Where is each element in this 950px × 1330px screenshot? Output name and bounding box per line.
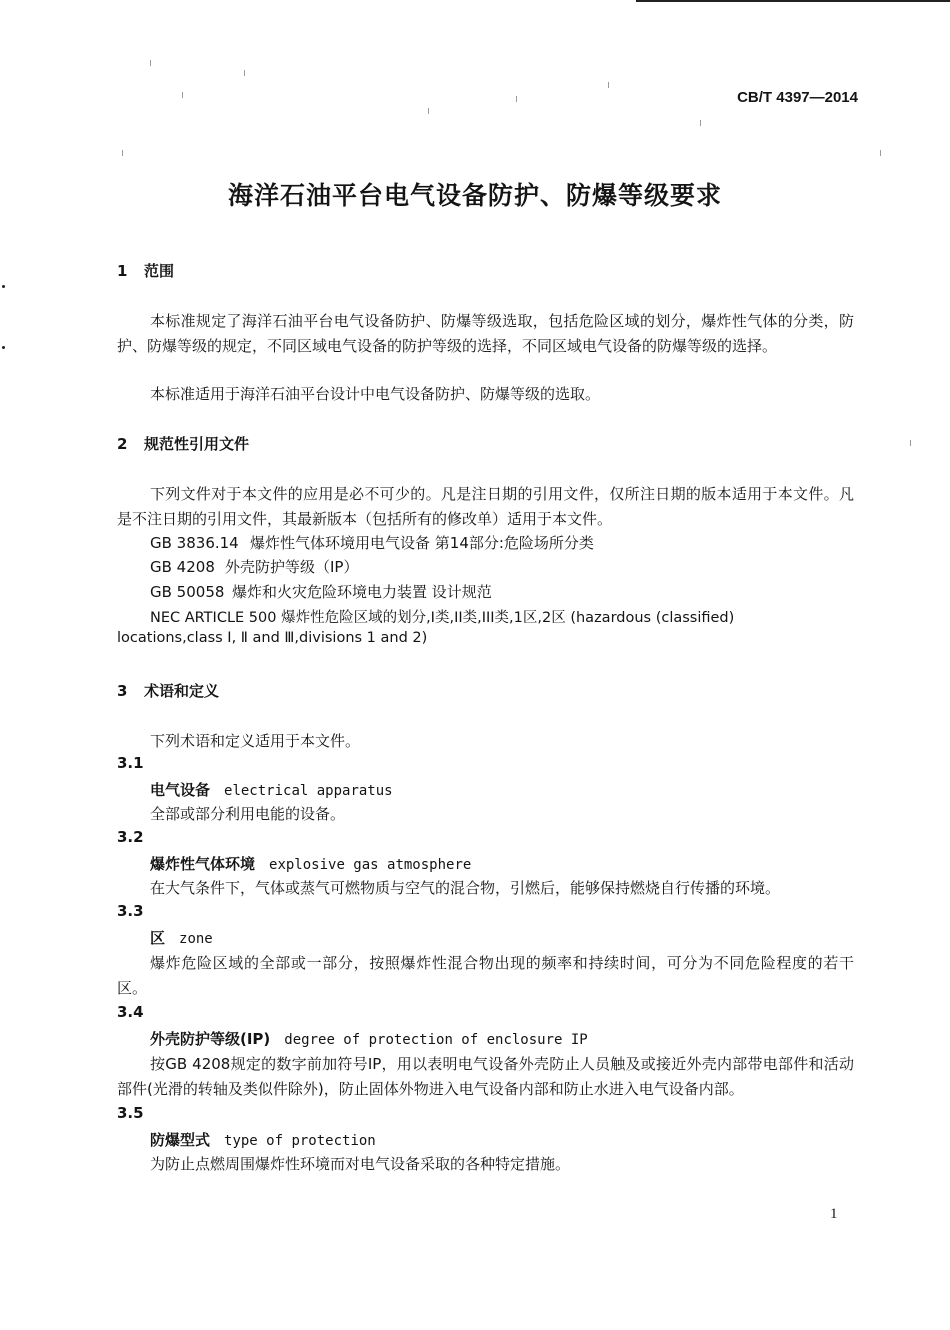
standard-code: CB/T 4397—2014 — [737, 89, 858, 106]
section-title: 术语和定义 — [144, 682, 220, 700]
document-title: 海洋石油平台电气设备防护、防爆等级要求 — [227, 181, 722, 210]
reference-item — [150, 532, 594, 553]
term-title — [150, 1028, 588, 1049]
scan-speck — [910, 440, 911, 446]
section-heading-references — [117, 433, 249, 454]
term-definition: 为防止点燃周围爆炸性环境而对电气设备采取的各种特定措施。 — [150, 1155, 571, 1173]
term-number: 3.4 — [117, 1003, 144, 1021]
scan-speck — [516, 96, 517, 102]
scan-edge-line — [636, 0, 950, 2]
term-en: explosive gas atmosphere — [269, 857, 472, 873]
scope-paragraph: 本标准适用于海洋石油平台设计中电气设备防护、防爆等级的选取。 — [150, 385, 601, 403]
reference-code: GB 4208 — [150, 558, 215, 576]
term-number: 3.1 — [117, 754, 144, 772]
term-zh: 爆炸性气体环境 — [150, 855, 256, 873]
term-zh: 区 — [150, 929, 166, 947]
term-title — [150, 853, 471, 874]
reference-code: GB 3836.14 — [150, 534, 239, 552]
scope-paragraph: 本标准规定了海洋石油平台电气设备防护、防爆等级选取，包括危险区域的划分，爆炸性气体的分类，防护、防爆等级的规定，不同区域电气设备的防护等级的选择，不同区域电气设备的防爆等级的选择。 — [117, 312, 854, 355]
section-title: 规范性引用文件 — [144, 435, 250, 453]
section-title: 范围 — [144, 262, 175, 280]
reference-code: GB 50058 — [150, 583, 225, 601]
term-number: 3.2 — [117, 828, 144, 846]
term-definition: 全部或部分利用电能的设备。 — [150, 805, 346, 823]
scan-speck — [608, 82, 609, 88]
term-definition: 按GB 4208规定的数字前加符号IP，用以表明电气设备外壳防止人员触及或接近外壳内部带电部件和活动部件(光滑的转轴及类似件除外)，防止固体外物进入电气设备内部和防止水进入电气设备内部。 — [117, 1055, 854, 1098]
term-en: type of protection — [224, 1133, 376, 1149]
term-number: 3.3 — [117, 902, 144, 920]
term-title — [150, 779, 393, 800]
scan-speck — [122, 150, 123, 156]
scan-speck — [428, 108, 429, 114]
scan-speck — [880, 150, 881, 156]
term-zh: 电气设备 — [150, 781, 211, 799]
reference-title: 外壳防护等级（IP） — [225, 558, 359, 576]
term-title — [150, 927, 213, 948]
section-heading-terms — [117, 680, 219, 701]
section-number: 1 — [117, 262, 128, 280]
term-definition: 在大气条件下，气体或蒸气可燃物质与空气的混合物，引燃后，能够保持燃烧自行传播的环境。 — [150, 879, 781, 897]
scan-speck — [2, 346, 5, 349]
reference-item-nec: NEC ARTICLE 500 爆炸性危险区域的划分,I类,II类,III类,1区,2区 (hazardous (classified) — [150, 610, 735, 626]
reference-item — [150, 581, 492, 602]
section-number: 3 — [117, 682, 128, 700]
term-definition: 爆炸危险区域的全部或一部分，按照爆炸性混合物出现的频率和持续时间，可分为不同危险程度的若干区。 — [117, 954, 854, 997]
terms-intro: 下列术语和定义适用于本文件。 — [150, 732, 361, 750]
term-en: degree of protection of enclosure IP — [284, 1032, 588, 1048]
term-number: 3.5 — [117, 1104, 144, 1122]
reference-title: 爆炸和火灾危险环境电力装置 设计规范 — [232, 583, 492, 601]
section-heading-scope — [117, 260, 174, 281]
scan-speck — [244, 70, 245, 76]
references-intro: 下列文件对于本文件的应用是必不可少的。凡是注日期的引用文件，仅所注日期的版本适用于本文件。凡是不注日期的引用文件，其最新版本（包括所有的修改单）适用于本文件。 — [117, 485, 854, 528]
page-number: 1 — [830, 1206, 838, 1222]
term-en: electrical apparatus — [224, 783, 393, 799]
section-number: 2 — [117, 435, 128, 453]
reference-title: 爆炸性气体环境用电气设备 第14部分:危险场所分类 — [250, 534, 594, 552]
term-title — [150, 1129, 376, 1150]
term-zh: 防爆型式 — [150, 1131, 211, 1149]
scan-speck — [700, 120, 701, 126]
term-zh: 外壳防护等级(IP) — [150, 1030, 271, 1048]
reference-item — [150, 556, 358, 577]
scan-speck — [2, 285, 5, 288]
term-en: zone — [179, 931, 213, 947]
scan-speck — [182, 92, 183, 98]
reference-item-nec-continued: locations,class Ⅰ, Ⅱ and Ⅲ,divisions 1 and 2) — [117, 630, 428, 646]
scan-speck — [150, 60, 151, 66]
